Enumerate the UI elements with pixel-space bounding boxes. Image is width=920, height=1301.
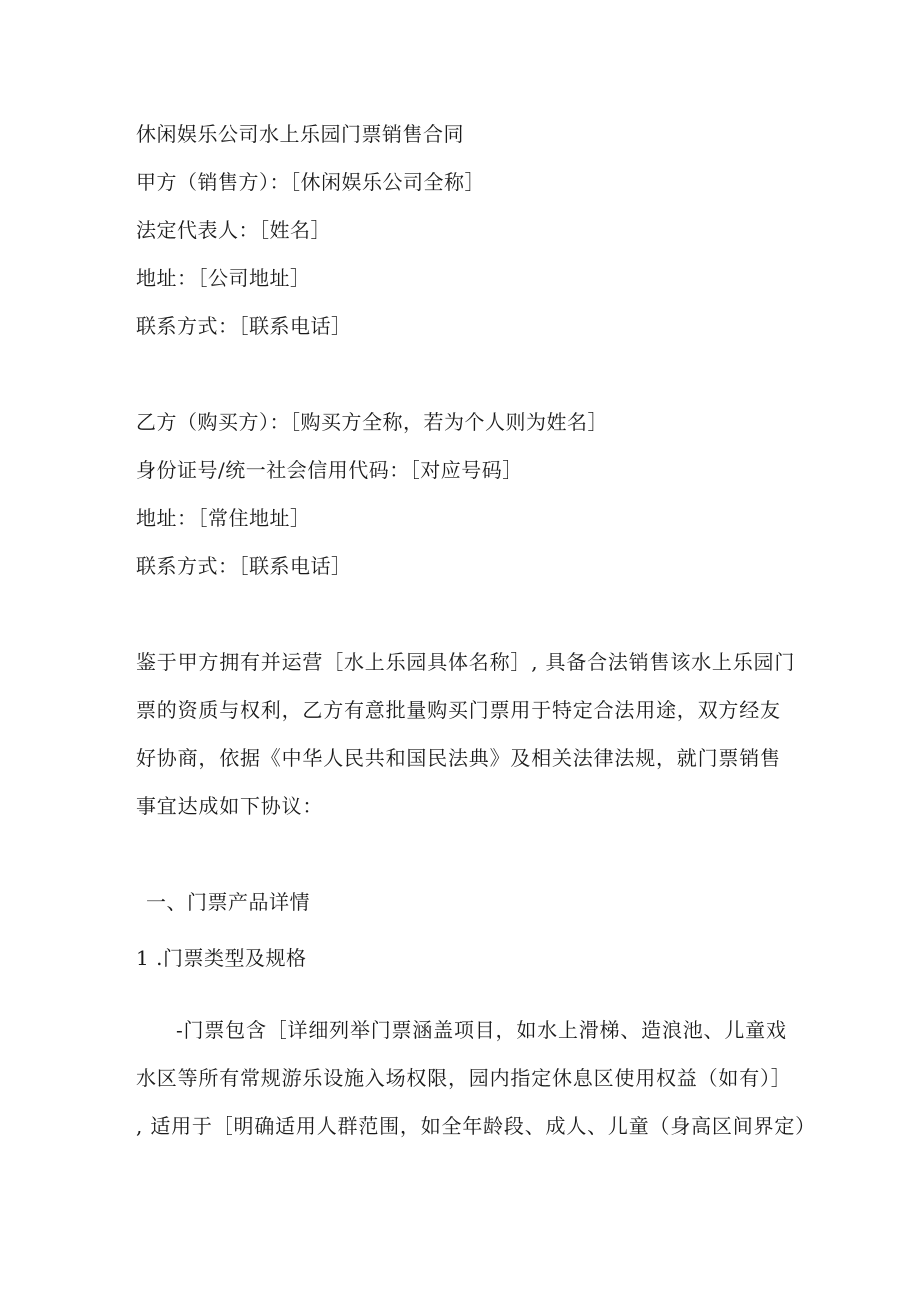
party-a-contact: 联系方式：［联系电话］: [136, 314, 352, 338]
preamble-line: 鉴于甲方拥有并运营［水上乐园具体名称］, 具备合法销售该水上乐园门: [136, 650, 796, 674]
party-a-name: 甲方（销售方）：［休闲娱乐公司全称］: [136, 170, 485, 194]
section-body-line: 水区等所有常规游乐设施入场权限，园内指定休息区使用权益（如有）］: [136, 1066, 792, 1090]
section-heading: 一、门票产品详情: [146, 890, 310, 914]
section-body-line: , 适用于［明确适用人群范围，如全年龄段、成人、儿童（身高区间界定）: [136, 1114, 816, 1138]
section-body: [136, 1016, 816, 1160]
contract-title: 休闲娱乐公司水上乐园门票销售合同: [136, 122, 464, 146]
section-body-line: -门票包含［详细列举门票涵盖项目，如水上滑梯、造浪池、儿童戏: [176, 1018, 787, 1042]
preamble-paragraph: [136, 648, 796, 840]
preamble-line: 事宜达成如下协议：: [136, 794, 324, 818]
party-b-id: 身份证号/统一社会信用代码：［对应号码］: [136, 458, 523, 482]
party-a-address: 地址：［公司地址］: [136, 266, 311, 290]
subsection-heading: 1 .门票类型及规格: [136, 946, 307, 970]
party-b-address: 地址：［常住地址］: [136, 506, 311, 530]
preamble-line: 好协商，依据《中华人民共和国民法典》及相关法律法规，就门票销售: [136, 746, 781, 770]
party-b-contact: 联系方式：［联系电话］: [136, 554, 352, 578]
party-b-name: 乙方（购买方）：［购买方全称，若为个人则为姓名］: [136, 410, 608, 434]
party-a-representative: 法定代表人：［姓名］: [136, 218, 331, 242]
preamble-line: 票的资质与权利，乙方有意批量购买门票用于特定合法用途，双方经友: [136, 698, 781, 722]
